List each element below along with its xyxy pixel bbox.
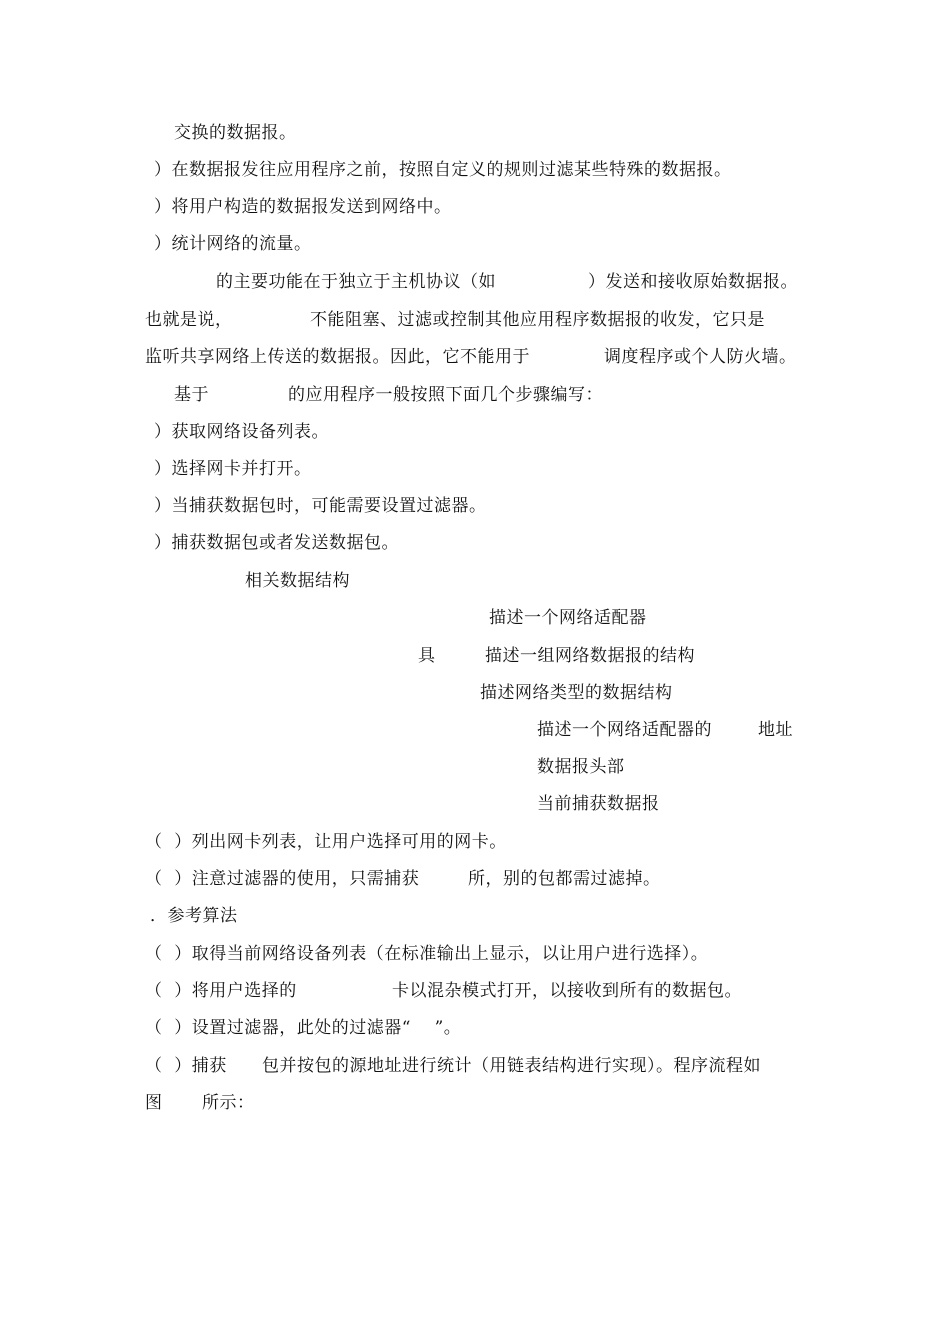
text-line: 监听共享网络上传送的数据报。因此，它不能用于: [145, 347, 530, 367]
text-line: ）统计网络的流量。: [154, 234, 312, 254]
text-line: ）选择网卡并打开。: [154, 459, 312, 479]
text-line: ）在数据报发往应用程序之前，按照自定义的规则过滤某些特殊的数据报。: [154, 160, 732, 180]
text-line: 的应用程序一般按照下面几个步骤编写：: [288, 385, 603, 405]
text-line: 基于: [174, 385, 209, 405]
text-line: ）发送和接收原始数据报。: [588, 272, 798, 292]
text-line: 不能阻塞、过滤或控制其他应用程序数据报的收发，它只是: [310, 310, 765, 330]
text-line: 描述一个网络适配器的: [537, 720, 712, 740]
text-line: 所，别的包都需过滤掉。: [468, 869, 661, 889]
section-heading: ．参考算法: [150, 906, 238, 926]
text-line: 描述一个网络适配器: [489, 608, 647, 628]
text-line: （ ）捕获: [145, 1056, 227, 1076]
text-line: 当前捕获数据报: [537, 794, 660, 814]
text-line: 卡以混杂模式打开，以接收到所有的数据包。: [392, 981, 742, 1001]
text-line: ）捕获数据包或者发送数据包。: [154, 533, 399, 553]
text-line: 地址: [758, 720, 793, 740]
text-line: 描述一组网络数据报的结构: [485, 646, 695, 666]
text-line: 所示：: [202, 1093, 255, 1113]
text-line: 图: [145, 1093, 163, 1113]
text-line: （ ）设置过滤器，此处的过滤器“ ”。: [145, 1018, 462, 1038]
text-line: （ ）列出网卡列表，让用户选择可用的网卡。: [145, 832, 507, 852]
text-line: 交换的数据报。: [174, 123, 297, 143]
text-line: （ ）取得当前网络设备列表（在标准输出上显示，以让用户进行选择）。: [145, 944, 709, 964]
text-line: 也就是说，: [145, 310, 233, 330]
text-line: 调度程序或个人防火墙。: [604, 347, 797, 367]
text-line: ）获取网络设备列表。: [154, 422, 329, 442]
text-line: 包并按包的源地址进行统计（用链表结构进行实现）。程序流程如: [262, 1056, 761, 1076]
text-line: 数据报头部: [537, 757, 625, 777]
text-line: （ ）注意过滤器的使用，只需捕获: [145, 869, 420, 889]
text-line: 的主要功能在于独立于主机协议（如: [216, 272, 496, 292]
text-line: ）将用户构造的数据报发送到网络中。: [154, 197, 452, 217]
section-heading: 相关数据结构: [245, 571, 350, 591]
text-line: 描述网络类型的数据结构: [480, 683, 673, 703]
text-line: （ ）将用户选择的: [145, 981, 297, 1001]
text-line: ）当捕获数据包时，可能需要设置过滤器。: [154, 496, 487, 516]
text-line: 具: [418, 646, 436, 666]
